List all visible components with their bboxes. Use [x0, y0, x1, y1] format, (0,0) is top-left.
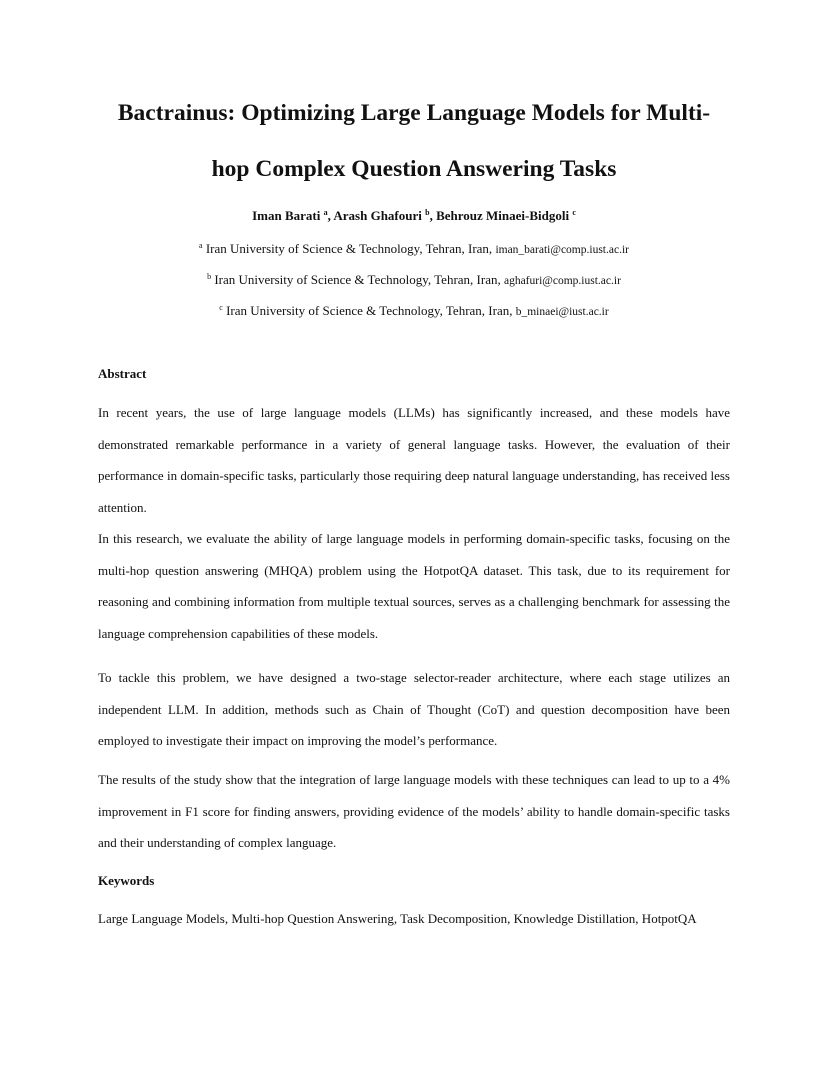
abstract-paragraph-4: The results of the study show that the integration of large language models with these techniques can lead to up to a 4% improvement in F1 score for finding answers, providing evidence of the models’ ability to handle domain-specific tasks and their understanding of complex language. — [98, 772, 730, 850]
abstract-paragraph-3: To tackle this problem, we have designed a two-stage selector-reader architecture, where each stage utilizes an independent LLM. In addition, methods such as Chain of Thought (CoT) and question decomposition have been employed to investigate their impact on improving the model’s performance. — [98, 670, 730, 748]
keywords-heading: Keywords — [98, 873, 155, 888]
paper-title-line-2: hop Complex Question Answering Tasks — [211, 156, 617, 182]
affiliation-mark: a — [199, 241, 203, 250]
affiliation-text: Iran University of Science & Technology, Tehran, Iran, — [214, 272, 501, 287]
author-name: Iman Barati — [252, 208, 321, 223]
affiliation-a — [0, 240, 828, 259]
affiliation-email: b_minaei@iust.ac.ir — [515, 306, 609, 318]
affiliation-email: aghafuri@comp.iust.ac.ir — [503, 275, 621, 287]
author-mark: b — [425, 208, 430, 217]
author-mark: c — [572, 208, 576, 217]
affiliation-c — [0, 302, 828, 321]
paper-title-line-1: Bactrainus: Optimizing Large Language Models for Multi- — [117, 100, 711, 126]
affiliation-b — [0, 271, 828, 290]
author-name: Behrouz Minaei-Bidgoli — [436, 208, 570, 223]
abstract-paragraph-2: In this research, we evaluate the ability of large language models in performing domain-specific tasks, focusing on the multi-hop question answering (MHQA) problem using the HotpotQA dataset. This task, due to its requirement for reasoning and combining information from multiple textual sources, serves as a challenging benchmark for assessing the language comprehension capabilities of these models. — [98, 531, 730, 641]
affiliation-text: Iran University of Science & Technology, Tehran, Iran, — [226, 303, 513, 318]
affiliation-mark: b — [207, 272, 212, 281]
author-mark: a — [323, 208, 328, 217]
keywords-text: Large Language Models, Multi-hop Question Answering, Task Decomposition, Knowledge Distillation, HotpotQA — [98, 911, 697, 926]
affiliation-text: Iran University of Science & Technology, Tehran, Iran, — [205, 241, 493, 256]
author-list: Iman Barati $^a$, Arash Ghafouri $^b$, Behrouz Minaei-Bidgoli $^c$ — [252, 208, 576, 223]
author-name: Arash Ghafouri — [333, 208, 422, 223]
abstract-heading: Abstract — [98, 366, 147, 381]
abstract-paragraph-1: In recent years, the use of large language models (LLMs) has significantly increased, and these models have demonstrated remarkable performance in a variety of general language tasks. However, the evaluation of their performance in domain-specific tasks, particularly those requiring deep natural language understanding, has received less attention. — [98, 405, 730, 515]
affiliation-email: iman_barati@comp.iust.ac.ir — [495, 244, 629, 256]
affiliation-mark: c — [219, 303, 223, 312]
